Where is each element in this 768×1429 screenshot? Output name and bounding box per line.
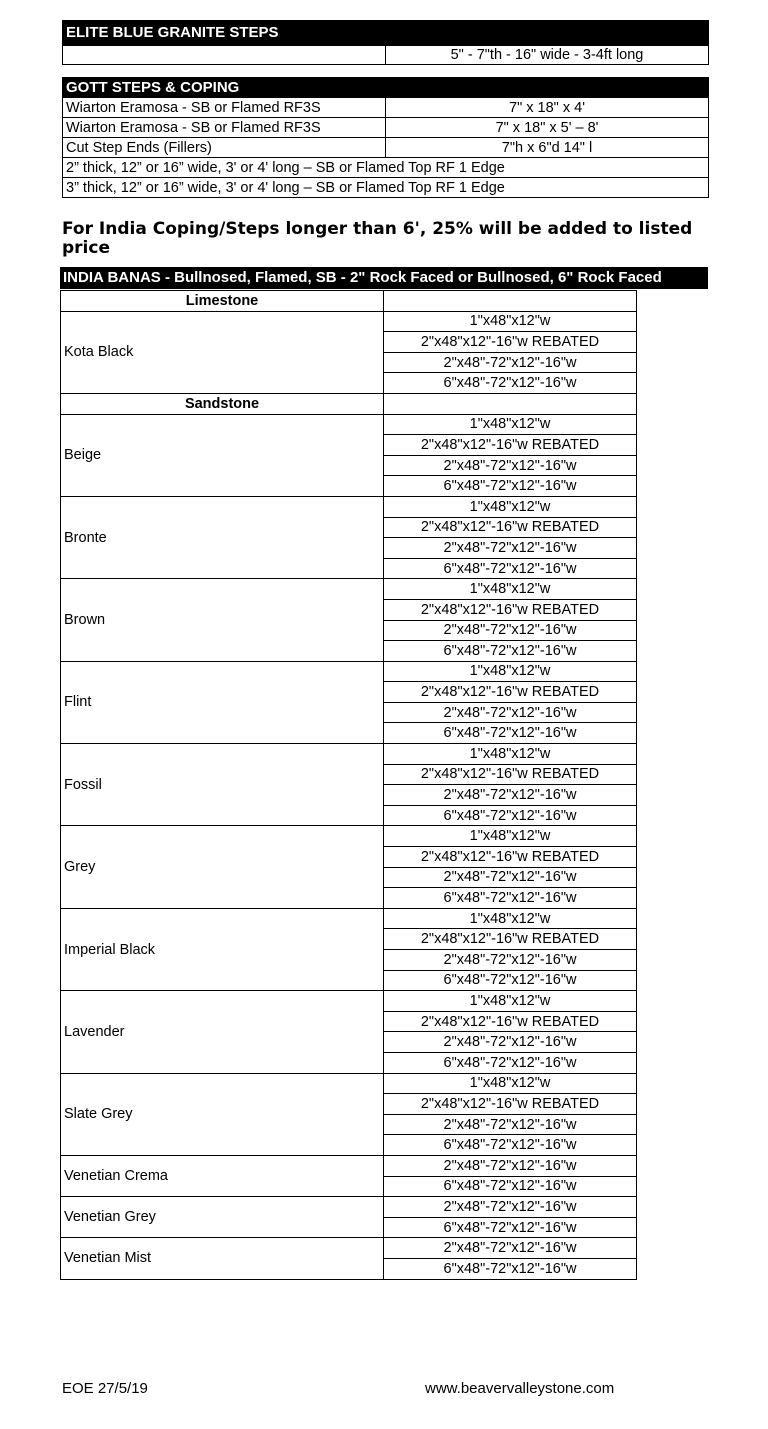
stone-size: 2"x48"x12"-16"w REBATED: [384, 332, 637, 353]
stone-name: Venetian Crema: [61, 1155, 384, 1196]
table-row: [61, 908, 637, 929]
stone-name: Lavender: [61, 991, 384, 1073]
stone-name: Venetian Grey: [61, 1197, 384, 1238]
stone-size: 2"x48"-72"x12"-16"w: [384, 1197, 637, 1218]
table-row: [61, 744, 637, 765]
stone-size: 6"x48"-72"x12"-16"w: [384, 641, 637, 662]
stone-size: 2"x48"x12"-16"w REBATED: [384, 764, 637, 785]
table-row: [61, 496, 637, 517]
stone-size: 2"x48"x12"-16"w REBATED: [384, 847, 637, 868]
stone-size: 2"x48"-72"x12"-16"w: [384, 620, 637, 641]
stone-size: 2"x48"x12"-16"w REBATED: [384, 1094, 637, 1115]
stone-size: 6"x48"-72"x12"-16"w: [384, 476, 637, 497]
elite-granite-table: [62, 20, 709, 65]
table-row: [61, 579, 637, 600]
stone-size: 2"x48"x12"-16"w REBATED: [384, 517, 637, 538]
stone-size: 6"x48"-72"x12"-16"w: [384, 373, 637, 394]
stone-size: 2"x48"-72"x12"-16"w: [384, 1155, 637, 1176]
stone-size: 6"x48"-72"x12"-16"w: [384, 723, 637, 744]
stone-name: Brown: [61, 579, 384, 661]
gott-size-cell: 7" x 18" x 5' – 8': [386, 118, 709, 138]
stone-size: 2"x48"-72"x12"-16"w: [384, 352, 637, 373]
group-row: [61, 291, 637, 312]
stone-size: 2"x48"-72"x12"-16"w: [384, 867, 637, 888]
stone-size: 1"x48"x12"w: [384, 744, 637, 765]
footer-date: EOE 27/5/19: [62, 1380, 148, 1397]
table-row: [61, 661, 637, 682]
gott-full-row: 3” thick, 12” or 16” wide, 3' or 4' long – SB or Flamed Top RF 1 Edge: [63, 178, 709, 198]
stone-name: Beige: [61, 414, 384, 496]
gott-name-cell: Wiarton Eramosa - SB or Flamed RF3S: [63, 98, 386, 118]
stone-size: 1"x48"x12"w: [384, 579, 637, 600]
elite-header-row: [63, 21, 709, 46]
table-row: [63, 98, 709, 118]
stone-size: 6"x48"-72"x12"-16"w: [384, 558, 637, 579]
elite-size-cell: 5" - 7"th - 16" wide - 3-4ft long: [386, 46, 709, 65]
stone-name: Kota Black: [61, 311, 384, 393]
stone-size: 1"x48"x12"w: [384, 661, 637, 682]
stone-size: 2"x48"x12"-16"w REBATED: [384, 929, 637, 950]
stone-size: 2"x48"x12"-16"w REBATED: [384, 1011, 637, 1032]
table-row: [61, 1197, 637, 1218]
india-banas-header: INDIA BANAS - Bullnosed, Flamed, SB - 2" Rock Faced or Bullnosed, 6" Rock Faced: [60, 267, 708, 289]
gott-name-cell: Cut Step Ends (Fillers): [63, 138, 386, 158]
stone-size: 6"x48"-72"x12"-16"w: [384, 888, 637, 909]
stone-size: 6"x48"-72"x12"-16"w: [384, 1052, 637, 1073]
gott-size-cell: 7" x 18" x 4': [386, 98, 709, 118]
stone-size: 6"x48"-72"x12"-16"w: [384, 1135, 637, 1156]
table-row: [63, 158, 709, 178]
elite-name-cell: [63, 46, 386, 65]
stone-size: 1"x48"x12"w: [384, 1073, 637, 1094]
stone-size: 6"x48"-72"x12"-16"w: [384, 1217, 637, 1238]
india-banas-table: [60, 290, 637, 1280]
table-row: [63, 178, 709, 198]
stone-size: 2"x48"-72"x12"-16"w: [384, 455, 637, 476]
stone-size: 1"x48"x12"w: [384, 496, 637, 517]
empty-cell: [384, 291, 637, 312]
table-row: [61, 991, 637, 1012]
gott-size-cell: 7"h x 6"d 14" l: [386, 138, 709, 158]
stone-name: Bronte: [61, 496, 384, 578]
group-label: Limestone: [61, 291, 384, 312]
stone-size: 6"x48"-72"x12"-16"w: [384, 805, 637, 826]
stone-name: Slate Grey: [61, 1073, 384, 1155]
table-row: [61, 826, 637, 847]
stone-size: 2"x48"-72"x12"-16"w: [384, 785, 637, 806]
empty-cell: [384, 393, 637, 414]
stone-name: Grey: [61, 826, 384, 908]
stone-size: 1"x48"x12"w: [384, 414, 637, 435]
stone-size: 6"x48"-72"x12"-16"w: [384, 1176, 637, 1197]
stone-size: 1"x48"x12"w: [384, 991, 637, 1012]
table-row: [61, 311, 637, 332]
stone-size: 2"x48"x12"-16"w REBATED: [384, 435, 637, 456]
stone-size: 2"x48"-72"x12"-16"w: [384, 950, 637, 971]
table-row: [61, 414, 637, 435]
stone-name: Flint: [61, 661, 384, 743]
gott-full-row: 2” thick, 12” or 16” wide, 3' or 4' long – SB or Flamed Top RF 1 Edge: [63, 158, 709, 178]
elite-title: ELITE BLUE GRANITE STEPS: [63, 21, 709, 46]
footer-website: www.beavervalleystone.com: [425, 1380, 615, 1397]
price-note: For India Coping/Steps longer than 6', 25% will be added to listed price: [62, 219, 693, 258]
stone-size: 6"x48"-72"x12"-16"w: [384, 970, 637, 991]
table-row: [63, 46, 709, 65]
table-row: [63, 138, 709, 158]
gott-steps-table: [62, 77, 709, 198]
stone-size: 2"x48"-72"x12"-16"w: [384, 702, 637, 723]
gott-name-cell: Wiarton Eramosa - SB or Flamed RF3S: [63, 118, 386, 138]
stone-size: 1"x48"x12"w: [384, 311, 637, 332]
stone-size: 1"x48"x12"w: [384, 908, 637, 929]
stone-name: Fossil: [61, 744, 384, 826]
stone-size: 6"x48"-72"x12"-16"w: [384, 1258, 637, 1279]
stone-size: 2"x48"-72"x12"-16"w: [384, 538, 637, 559]
group-label: Sandstone: [61, 393, 384, 414]
table-row: [61, 1155, 637, 1176]
stone-size: 2"x48"-72"x12"-16"w: [384, 1114, 637, 1135]
table-row: [61, 1073, 637, 1094]
stone-size: 2"x48"-72"x12"-16"w: [384, 1238, 637, 1259]
stone-size: 2"x48"-72"x12"-16"w: [384, 1032, 637, 1053]
gott-header-row: [63, 78, 709, 98]
table-row: [61, 1238, 637, 1259]
stone-size: 1"x48"x12"w: [384, 826, 637, 847]
stone-size: 2"x48"x12"-16"w REBATED: [384, 682, 637, 703]
stone-name: Imperial Black: [61, 908, 384, 990]
stone-name: Venetian Mist: [61, 1238, 384, 1279]
group-row: [61, 393, 637, 414]
india-banas-body: [61, 291, 637, 1280]
table-row: [63, 118, 709, 138]
gott-title: GOTT STEPS & COPING: [63, 78, 709, 98]
stone-size: 2"x48"x12"-16"w REBATED: [384, 599, 637, 620]
